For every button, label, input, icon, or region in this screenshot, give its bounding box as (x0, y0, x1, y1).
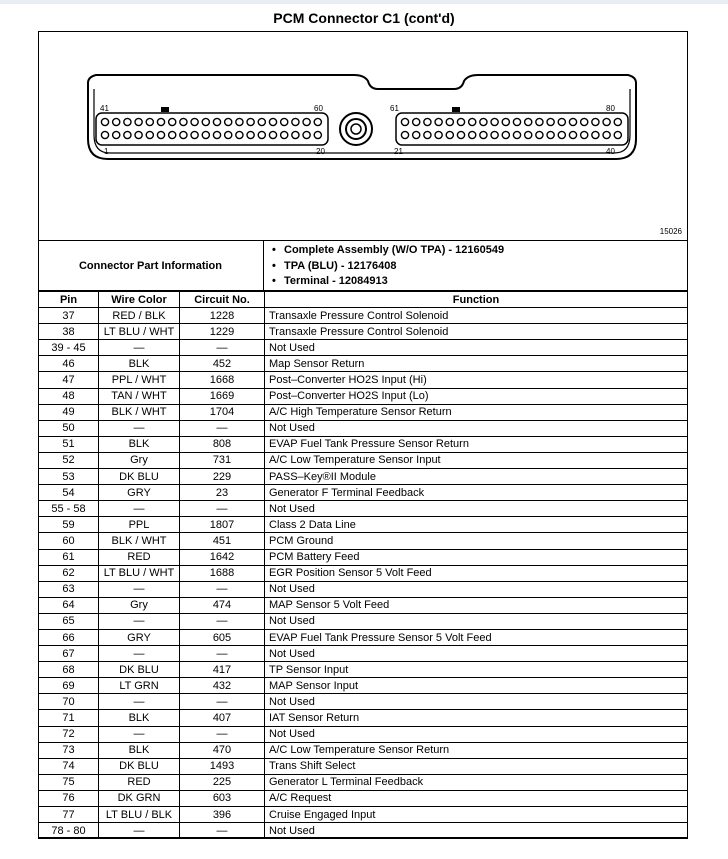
cell-circuit-no: 603 (180, 790, 265, 806)
pin-socket (592, 131, 599, 138)
pin-label-20: 20 (316, 147, 325, 156)
pin-socket (491, 131, 498, 138)
left-pin-block (96, 113, 328, 145)
table-row (39, 324, 688, 340)
pin-socket (269, 118, 276, 125)
table-row (39, 452, 688, 468)
figure-number: 15026 (659, 227, 682, 236)
pin-socket (457, 131, 464, 138)
pin-socket (581, 131, 588, 138)
cell-pin: 48 (39, 388, 99, 404)
cell-pin: 60 (39, 533, 99, 549)
cell-wire-color: GRY (99, 485, 180, 501)
table-row (39, 646, 688, 662)
cell-wire-color: Gry (99, 452, 180, 468)
pin-socket (457, 118, 464, 125)
table-row (39, 823, 688, 839)
cell-function: EVAP Fuel Tank Pressure Sensor 5 Volt Feed (265, 629, 688, 645)
table-row (39, 694, 688, 710)
pin-socket (269, 131, 276, 138)
pin-socket (314, 118, 321, 125)
cell-wire-color: TAN / WHT (99, 388, 180, 404)
pin-socket (525, 118, 532, 125)
table-row (39, 774, 688, 790)
left-key (161, 107, 169, 112)
cell-wire-color: — (99, 501, 180, 517)
cell-function: Map Sensor Return (265, 356, 688, 372)
table-row (39, 420, 688, 436)
cell-function: Not Used (265, 340, 688, 356)
pin-socket (225, 118, 232, 125)
cell-pin: 46 (39, 356, 99, 372)
cell-circuit-no: — (180, 694, 265, 710)
cell-pin: 53 (39, 469, 99, 485)
pin-socket (213, 131, 220, 138)
cell-circuit-no: 452 (180, 356, 265, 372)
pin-label-61: 61 (390, 104, 399, 113)
pin-socket (146, 118, 153, 125)
pin-socket (569, 131, 576, 138)
pin-socket (169, 131, 176, 138)
table-row (39, 340, 688, 356)
pin-socket (401, 118, 408, 125)
pin-socket (424, 118, 431, 125)
cell-function: PCM Ground (265, 533, 688, 549)
cell-pin: 50 (39, 420, 99, 436)
cell-circuit-no: 407 (180, 710, 265, 726)
pin-socket (446, 131, 453, 138)
pin-socket (513, 118, 520, 125)
cell-circuit-no: 23 (180, 485, 265, 501)
bullet-icon: • (272, 259, 276, 272)
cell-wire-color: — (99, 823, 180, 839)
cell-circuit-no: 470 (180, 742, 265, 758)
header-circuit-no: Circuit No. (180, 292, 265, 308)
cell-function: EGR Position Sensor 5 Volt Feed (265, 565, 688, 581)
header-function: Function (265, 292, 688, 308)
cell-pin: 55 - 58 (39, 501, 99, 517)
pin-socket (401, 131, 408, 138)
cell-circuit-no: — (180, 613, 265, 629)
right-key (452, 107, 460, 112)
pin-socket (469, 131, 476, 138)
pin-label-40: 40 (606, 147, 615, 156)
table-row (39, 533, 688, 549)
cell-function: MAP Sensor Input (265, 678, 688, 694)
cell-pin: 67 (39, 646, 99, 662)
cell-circuit-no: 731 (180, 452, 265, 468)
cell-wire-color: — (99, 420, 180, 436)
cell-wire-color: RED (99, 774, 180, 790)
pin-socket (124, 118, 131, 125)
center-bolt-inner (351, 124, 361, 134)
pin-socket (581, 118, 588, 125)
cell-pin: 37 (39, 308, 99, 324)
table-row (39, 742, 688, 758)
pin-socket (413, 131, 420, 138)
cell-function: Class 2 Data Line (265, 517, 688, 533)
table-row (39, 678, 688, 694)
cell-circuit-no: 229 (180, 469, 265, 485)
pin-socket (446, 118, 453, 125)
pin-socket (101, 118, 108, 125)
pin-socket (157, 131, 164, 138)
table-row (39, 549, 688, 565)
cell-circuit-no: — (180, 501, 265, 517)
pin-socket (303, 131, 310, 138)
table-row (39, 565, 688, 581)
pin-socket (547, 118, 554, 125)
table-row (39, 726, 688, 742)
pin-table (38, 291, 688, 839)
pin-socket (435, 131, 442, 138)
pin-socket (603, 131, 610, 138)
cell-pin: 54 (39, 485, 99, 501)
pin-socket (247, 118, 254, 125)
cell-function: PCM Battery Feed (265, 549, 688, 565)
bullet-icon: • (272, 275, 276, 287)
cell-pin: 52 (39, 452, 99, 468)
cell-pin: 62 (39, 565, 99, 581)
table-row (39, 597, 688, 613)
pin-socket (558, 131, 565, 138)
cell-pin: 66 (39, 629, 99, 645)
cell-circuit-no: — (180, 646, 265, 662)
cell-pin: 59 (39, 517, 99, 533)
info-item: • Terminal - 12084913 (272, 274, 504, 290)
connector-diagram (38, 31, 688, 241)
cell-wire-color: DK BLU (99, 662, 180, 678)
cell-circuit-no: 474 (180, 597, 265, 613)
header-wire-color: Wire Color (99, 292, 180, 308)
pin-socket (135, 118, 142, 125)
pin-socket (202, 118, 209, 125)
cell-circuit-no: 1642 (180, 549, 265, 565)
connector-housing (88, 75, 636, 159)
cell-circuit-no: 808 (180, 436, 265, 452)
cell-wire-color: — (99, 340, 180, 356)
cell-pin: 75 (39, 774, 99, 790)
cell-circuit-no: — (180, 581, 265, 597)
pin-socket (469, 118, 476, 125)
table-row (39, 308, 688, 324)
cell-pin: 61 (39, 549, 99, 565)
cell-function: MAP Sensor 5 Volt Feed (265, 597, 688, 613)
cell-circuit-no: — (180, 823, 265, 839)
pin-socket (247, 131, 254, 138)
pin-socket (169, 118, 176, 125)
pin-label-60: 60 (314, 104, 323, 113)
pin-label-80: 80 (606, 104, 615, 113)
pin-socket (558, 118, 565, 125)
cell-wire-color: LT BLU / BLK (99, 807, 180, 823)
cell-function: A/C Low Temperature Sensor Input (265, 452, 688, 468)
cell-wire-color: PPL / WHT (99, 372, 180, 388)
pin-socket (124, 131, 131, 138)
cell-pin: 51 (39, 436, 99, 452)
cell-function: Not Used (265, 726, 688, 742)
table-row (39, 662, 688, 678)
pin-socket (213, 118, 220, 125)
table-row (39, 581, 688, 597)
pin-socket (236, 118, 243, 125)
cell-wire-color: — (99, 694, 180, 710)
table-row (39, 356, 688, 372)
cell-circuit-no: 1229 (180, 324, 265, 340)
cell-wire-color: LT BLU / WHT (99, 324, 180, 340)
pin-socket (101, 131, 108, 138)
cell-wire-color: BLK / WHT (99, 404, 180, 420)
cell-pin: 68 (39, 662, 99, 678)
cell-function: PASS–Key®II Module (265, 469, 688, 485)
cell-function: TP Sensor Input (265, 662, 688, 678)
pin-socket (592, 118, 599, 125)
table-row (39, 807, 688, 823)
cell-circuit-no: 1228 (180, 308, 265, 324)
pin-socket (292, 131, 299, 138)
cell-function: Cruise Engaged Input (265, 807, 688, 823)
pin-socket (236, 131, 243, 138)
cell-function: Not Used (265, 823, 688, 839)
pin-socket (113, 131, 120, 138)
pin-socket (157, 118, 164, 125)
pin-socket (225, 131, 232, 138)
cell-pin: 63 (39, 581, 99, 597)
pin-socket (547, 131, 554, 138)
pin-socket (281, 118, 288, 125)
cell-function: A/C Low Temperature Sensor Return (265, 742, 688, 758)
cell-pin: 49 (39, 404, 99, 420)
cell-circuit-no: 1493 (180, 758, 265, 774)
cell-function: A/C High Temperature Sensor Return (265, 404, 688, 420)
cell-function: Trans Shift Select (265, 758, 688, 774)
pin-socket (502, 131, 509, 138)
cell-wire-color: — (99, 726, 180, 742)
pin-socket (603, 118, 610, 125)
cell-wire-color: BLK (99, 436, 180, 452)
pin-socket (569, 118, 576, 125)
cell-function: Not Used (265, 581, 688, 597)
table-row (39, 404, 688, 420)
cell-function: Post–Converter HO2S Input (Lo) (265, 388, 688, 404)
cell-function: Not Used (265, 420, 688, 436)
cell-pin: 72 (39, 726, 99, 742)
cell-circuit-no: 1668 (180, 372, 265, 388)
pin-socket (202, 131, 209, 138)
table-header-row (39, 292, 688, 308)
table-row (39, 388, 688, 404)
cell-circuit-no: — (180, 420, 265, 436)
pin-socket (258, 131, 265, 138)
connector-part-info (38, 241, 688, 291)
table-body (39, 308, 688, 839)
pin-socket (536, 118, 543, 125)
cell-pin: 70 (39, 694, 99, 710)
pin-socket (614, 118, 621, 125)
cell-pin: 76 (39, 790, 99, 806)
pin-socket (502, 118, 509, 125)
pin-socket (525, 131, 532, 138)
pin-socket (281, 131, 288, 138)
cell-wire-color: — (99, 613, 180, 629)
center-bolt-outer (340, 113, 372, 145)
cell-function: Generator L Terminal Feedback (265, 774, 688, 790)
table-row (39, 485, 688, 501)
cell-circuit-no: 1688 (180, 565, 265, 581)
cell-wire-color: DK GRN (99, 790, 180, 806)
cell-wire-color: RED / BLK (99, 308, 180, 324)
cell-wire-color: LT BLU / WHT (99, 565, 180, 581)
table-row (39, 629, 688, 645)
cell-pin: 39 - 45 (39, 340, 99, 356)
table-row (39, 372, 688, 388)
connector-drawing (38, 31, 688, 241)
header-pin: Pin (39, 292, 99, 308)
cell-pin: 69 (39, 678, 99, 694)
cell-circuit-no: 396 (180, 807, 265, 823)
pin-socket (146, 131, 153, 138)
cell-circuit-no: 1704 (180, 404, 265, 420)
cell-wire-color: — (99, 646, 180, 662)
table-row (39, 758, 688, 774)
pin-socket (180, 118, 187, 125)
pin-label-1: 1 (104, 147, 109, 156)
cell-wire-color: GRY (99, 629, 180, 645)
cell-pin: 73 (39, 742, 99, 758)
pin-label-41: 41 (100, 104, 109, 113)
pin-socket (303, 118, 310, 125)
cell-function: Transaxle Pressure Control Solenoid (265, 324, 688, 340)
cell-function: Post–Converter HO2S Input (Hi) (265, 372, 688, 388)
cell-wire-color: BLK / WHT (99, 533, 180, 549)
pin-socket (413, 118, 420, 125)
table-row (39, 517, 688, 533)
cell-pin: 65 (39, 613, 99, 629)
table-row (39, 710, 688, 726)
cell-pin: 64 (39, 597, 99, 613)
pin-socket (113, 118, 120, 125)
cell-function: Not Used (265, 501, 688, 517)
cell-circuit-no: 1807 (180, 517, 265, 533)
cell-pin: 47 (39, 372, 99, 388)
pin-socket (314, 131, 321, 138)
cell-function: Not Used (265, 613, 688, 629)
connector-part-info-label: Connector Part Information (38, 241, 264, 290)
cell-function: Transaxle Pressure Control Solenoid (265, 308, 688, 324)
pin-socket (536, 131, 543, 138)
pin-socket (614, 131, 621, 138)
bullet-icon: • (272, 244, 276, 256)
cell-circuit-no: 605 (180, 629, 265, 645)
cell-pin: 38 (39, 324, 99, 340)
cell-function: A/C Request (265, 790, 688, 806)
cell-wire-color: PPL (99, 517, 180, 533)
top-bar (0, 0, 728, 4)
cell-wire-color: LT GRN (99, 678, 180, 694)
table-row (39, 501, 688, 517)
pin-socket (292, 118, 299, 125)
pin-socket (435, 118, 442, 125)
cell-wire-color: BLK (99, 742, 180, 758)
cell-circuit-no: 417 (180, 662, 265, 678)
cell-wire-color: RED (99, 549, 180, 565)
cell-circuit-no: 1669 (180, 388, 265, 404)
pin-socket (424, 131, 431, 138)
cell-pin: 78 - 80 (39, 823, 99, 839)
cell-function: IAT Sensor Return (265, 710, 688, 726)
pin-socket (513, 131, 520, 138)
pin-socket (180, 131, 187, 138)
center-bolt-mid (346, 119, 366, 139)
pin-socket (258, 118, 265, 125)
cell-circuit-no: — (180, 726, 265, 742)
pin-socket (480, 118, 487, 125)
cell-wire-color: BLK (99, 356, 180, 372)
table-row (39, 469, 688, 485)
cell-wire-color: Gry (99, 597, 180, 613)
pin-label-21: 21 (394, 147, 403, 156)
cell-wire-color: BLK (99, 710, 180, 726)
cell-wire-color: — (99, 581, 180, 597)
right-pin-block (396, 113, 628, 145)
cell-circuit-no: 432 (180, 678, 265, 694)
table-row (39, 613, 688, 629)
cell-function: Not Used (265, 694, 688, 710)
table-row (39, 436, 688, 452)
cell-function: Generator F Terminal Feedback (265, 485, 688, 501)
page-title: PCM Connector C1 (cont'd) (273, 10, 455, 26)
pin-socket (191, 131, 198, 138)
cell-circuit-no: 451 (180, 533, 265, 549)
cell-wire-color: DK BLU (99, 758, 180, 774)
connector-part-info-list (272, 243, 504, 290)
pin-socket (191, 118, 198, 125)
cell-pin: 71 (39, 710, 99, 726)
pin-socket (480, 131, 487, 138)
info-item: • TPA (BLU) - 12176408 (272, 259, 504, 275)
cell-pin: 74 (39, 758, 99, 774)
info-item: • Complete Assembly (W/O TPA) - 12160549 (272, 243, 504, 259)
cell-circuit-no: — (180, 340, 265, 356)
cell-function: EVAP Fuel Tank Pressure Sensor Return (265, 436, 688, 452)
cell-circuit-no: 225 (180, 774, 265, 790)
table-row (39, 790, 688, 806)
pin-socket (135, 131, 142, 138)
cell-function: Not Used (265, 646, 688, 662)
cell-wire-color: DK BLU (99, 469, 180, 485)
cell-pin: 77 (39, 807, 99, 823)
pin-socket (491, 118, 498, 125)
